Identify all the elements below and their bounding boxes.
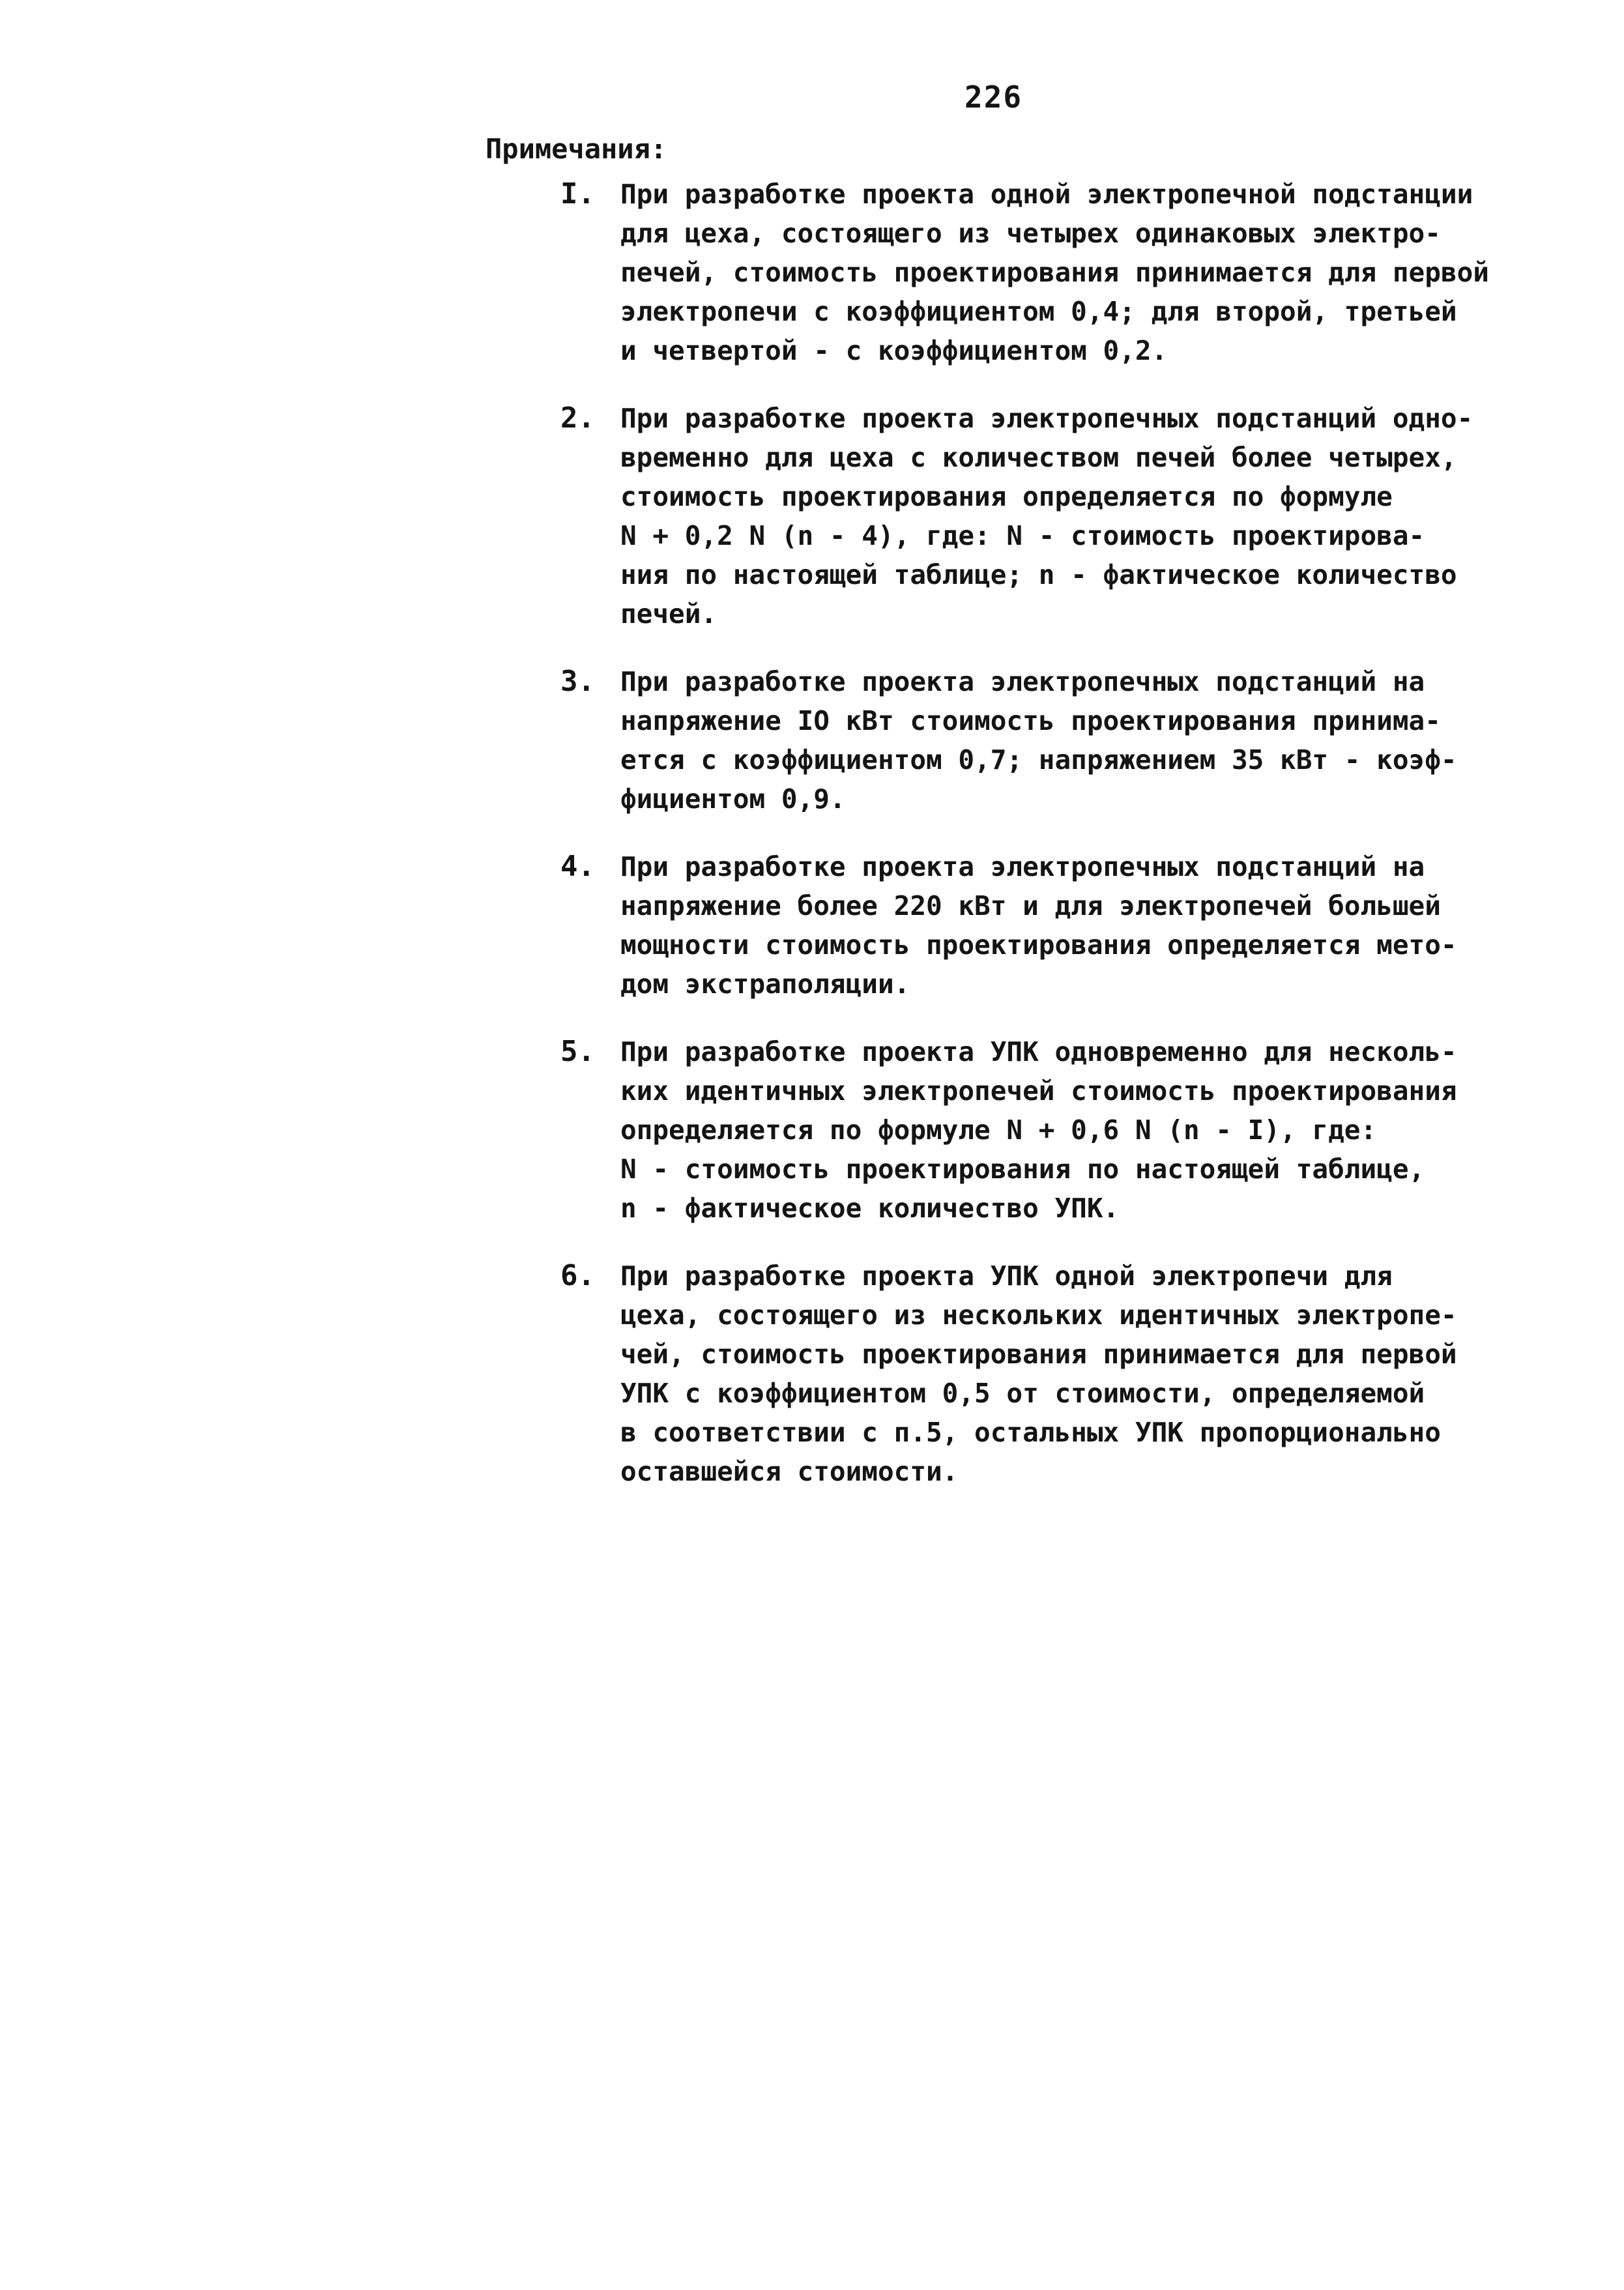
note-line: цеха, состоящего из нескольких идентичных электропе-: [620, 1299, 1457, 1331]
notes-heading: Примечания:: [486, 133, 667, 165]
note-line: мощности стоимость проектирования определяется мето-: [620, 929, 1457, 961]
note-line: ется с коэффициентом 0,7; напряжением 35 кВт - коэф-: [620, 744, 1457, 775]
note-line: определяется по формуле N + 0,6 N (n - I), где:: [620, 1114, 1377, 1146]
note-text: [620, 1256, 1538, 1491]
note-line: напряжение IO кВт стоимость проектирования принима-: [620, 705, 1441, 736]
note-line: стоимость проектирования определяется по формуле: [620, 481, 1393, 512]
note-item: [560, 1256, 1538, 1491]
note-line: n - фактическое количество УПК.: [620, 1193, 1120, 1224]
note-line: N + 0,2 N (n - 4), где: N - стоимость проектирова-: [620, 520, 1425, 551]
note-number: 6.: [560, 1259, 595, 1292]
note-number: I.: [560, 177, 595, 210]
note-line: напряжение более 220 кВт и для электропечей большей: [620, 890, 1441, 921]
note-line: При разработке проекта УПК одной электропечи для: [620, 1260, 1393, 1292]
note-line: При разработке проекта одной электропечной подстанции: [620, 179, 1473, 210]
note-number: 3.: [560, 665, 595, 698]
notes-list: [560, 175, 1538, 1520]
note-item: [560, 175, 1538, 370]
note-line: фициентом 0,9.: [620, 783, 846, 815]
note-line: ких идентичных электропечей стоимость проектирования: [620, 1075, 1457, 1107]
note-line: для цеха, состоящего из четырех одинаковых электро-: [620, 218, 1441, 249]
note-text: [620, 399, 1538, 633]
note-line: При разработке проекта электропечных подстанций одно-: [620, 403, 1473, 434]
note-text: [620, 662, 1538, 819]
note-number: 5.: [560, 1035, 595, 1068]
note-line: При разработке проекта электропечных подстанций на: [620, 666, 1425, 697]
note-line: электропечи с коэффициентом 0,4; для второй, третьей: [620, 296, 1457, 327]
note-item: [560, 1032, 1538, 1228]
note-item: [560, 847, 1538, 1004]
note-line: оставшейся стоимости.: [620, 1456, 959, 1487]
note-item: [560, 662, 1538, 819]
note-line: дом экстраполяции.: [620, 968, 910, 1000]
note-line: ния по настоящей таблице; n - фактическое количество: [620, 559, 1457, 590]
note-line: чей, стоимость проектирования принимается для первой: [620, 1339, 1457, 1370]
note-line: временно для цеха с количеством печей более четырех,: [620, 442, 1457, 473]
note-line: УПК с коэффициентом 0,5 от стоимости, определяемой: [620, 1378, 1425, 1409]
note-line: печей, стоимость проектирования принимается для первой: [620, 257, 1489, 288]
note-line: в соответствии с п.5, остальных УПК пропорционально: [620, 1417, 1441, 1448]
note-line: и четвертой - с коэффициентом 0,2.: [620, 335, 1168, 366]
note-number: 4.: [560, 850, 595, 883]
note-item: [560, 399, 1538, 633]
note-text: [620, 175, 1538, 370]
note-line: N - стоимость проектирования по настоящей таблице,: [620, 1153, 1425, 1185]
note-line: При разработке проекта электропечных подстанций на: [620, 851, 1425, 882]
note-line: При разработке проекта УПК одновременно для несколь-: [620, 1036, 1457, 1067]
note-text: [620, 1032, 1538, 1228]
note-number: 2.: [560, 401, 595, 435]
note-line: печей.: [620, 598, 718, 630]
note-text: [620, 847, 1538, 1004]
page-number: 226: [964, 80, 1023, 115]
